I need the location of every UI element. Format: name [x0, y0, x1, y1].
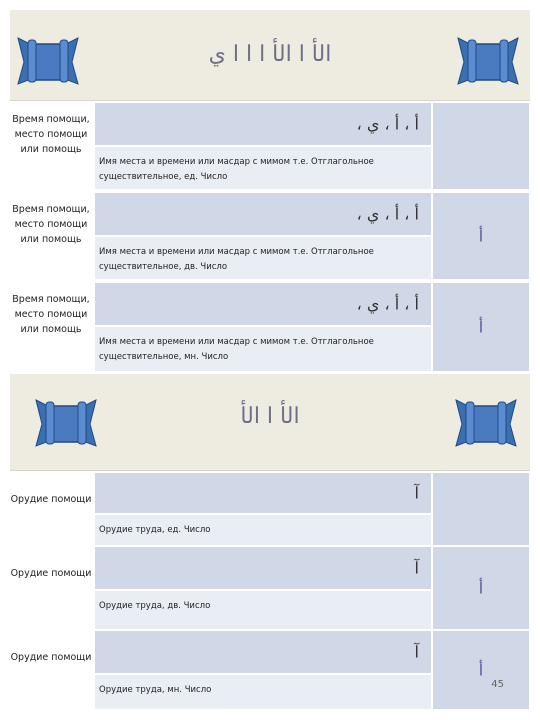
arabic-cell: آ [94, 630, 432, 674]
arabic-cell: أ ، أ ، ي ، [94, 102, 432, 146]
arabic-cell: أ ، أ ، ي ، [94, 282, 432, 326]
row-label: Время помощи, место помощи или помощь [10, 198, 92, 286]
ribbon-icon [454, 394, 518, 452]
row-label: Орудие помощи [10, 566, 92, 616]
slide-page [10, 10, 530, 710]
russian-cell: Имя места и времени или масдар с мимом т.е. Отглагольное существительное, дв. Число [94, 236, 432, 280]
russian-cell: Орудие труда, ед. Число [94, 514, 432, 546]
section2-banner [10, 374, 530, 471]
russian-cell: Имя места и времени или масдар с мимом т.е. Отглагольное существительное, ед. Число [94, 146, 432, 190]
right-cell: أ [432, 546, 530, 630]
row-label: Время помощи, место помощи или помощь [10, 288, 92, 376]
right-cell [432, 102, 530, 190]
right-cell [432, 472, 530, 546]
arabic-cell: آ [94, 472, 432, 514]
russian-cell: Орудие труда, мн. Число [94, 674, 432, 710]
ribbon-icon [456, 32, 520, 90]
right-cell: أ [432, 192, 530, 280]
section1-title: الأ ا الأ ا ا ا ي [208, 42, 332, 67]
section2-title: الأ ا الأ [240, 404, 300, 429]
page-number: 45 [491, 679, 504, 690]
russian-cell: Орудие труда, дв. Число [94, 590, 432, 630]
right-cell: أ [432, 282, 530, 372]
arabic-cell: أ ، أ ، ي ، [94, 192, 432, 236]
section1-banner [10, 10, 530, 101]
row-label: Время помощи, место помощи или помощь [10, 108, 92, 196]
arabic-cell: آ [94, 546, 432, 590]
row-label: Орудие помощи [10, 492, 92, 542]
right-cell: أ [432, 630, 530, 710]
row-label: Орудие помощи [10, 650, 92, 700]
russian-cell: Имя места и времени или масдар с мимом т.е. Отглагольное существительное, мн. Число [94, 326, 432, 372]
